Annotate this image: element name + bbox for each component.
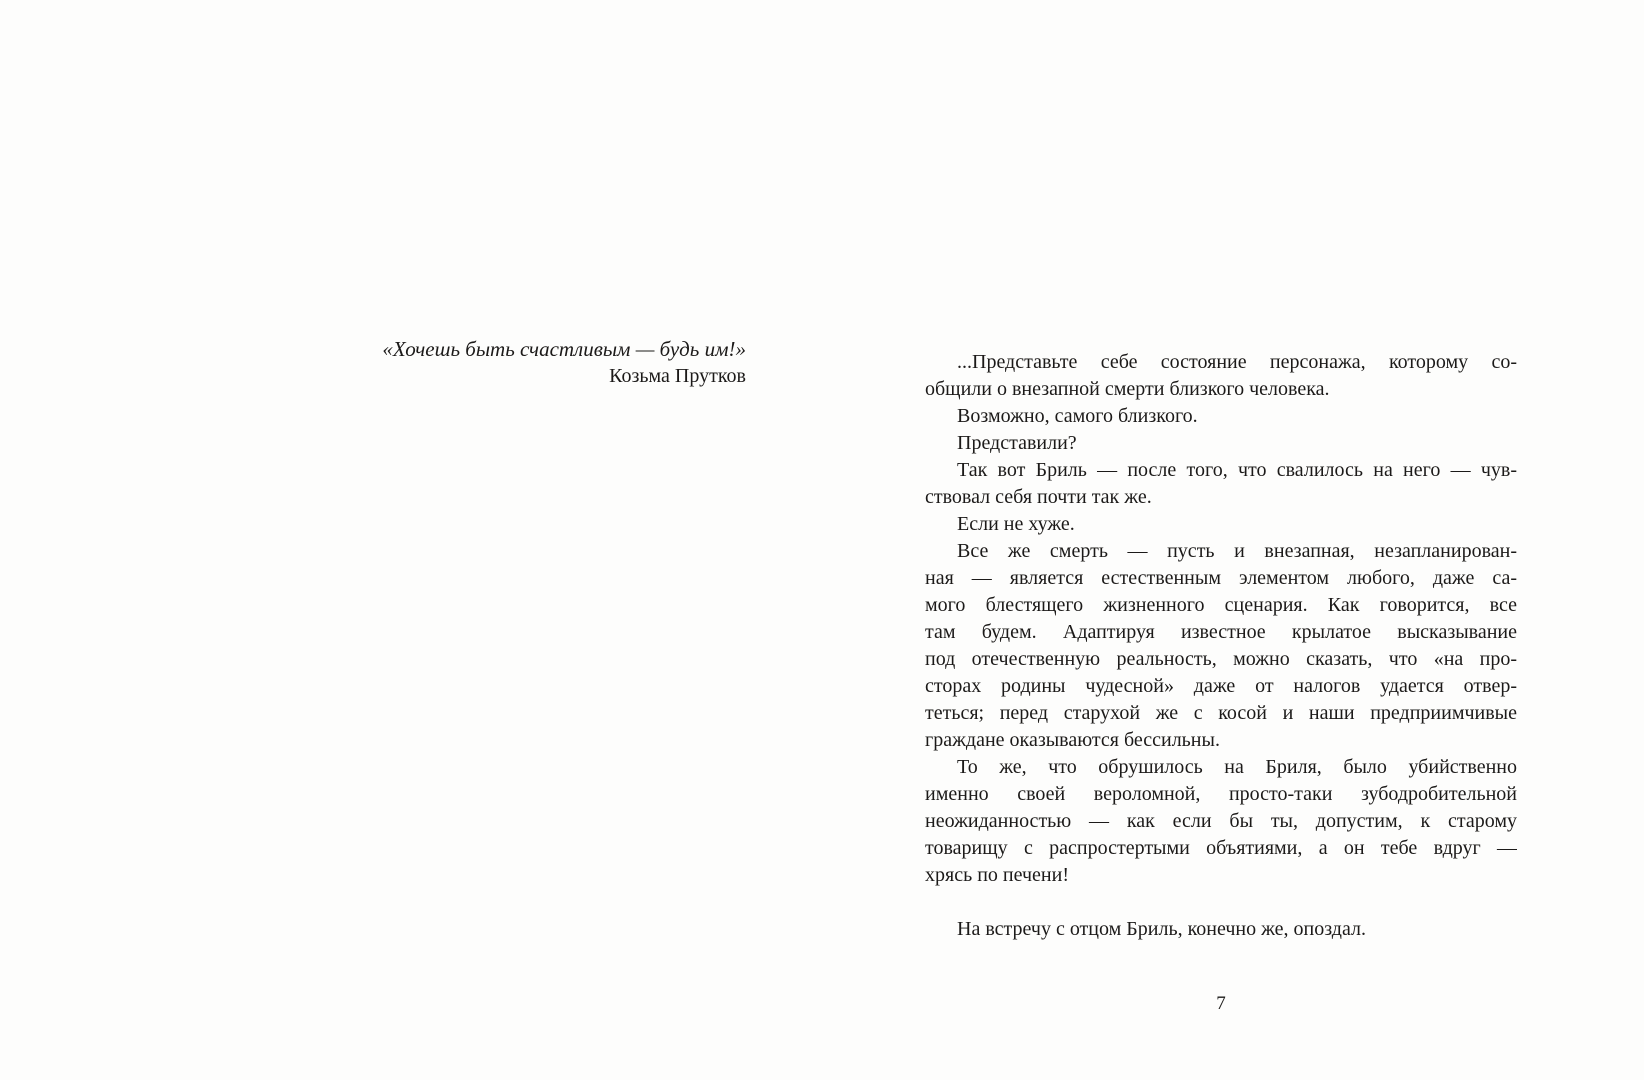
body-line: Если не хуже. <box>957 513 1075 535</box>
body-line: граждане оказываются бессильны. <box>925 729 1220 751</box>
body-line: ствовал себя почти так же. <box>925 486 1152 508</box>
body-line: Все же смерть — пусть и внезапная, незапланирован- <box>957 540 1517 562</box>
body-line: теться; перед старухой же с косой и наши предприимчивые <box>925 702 1517 724</box>
body-line: То же, что обрушилось на Бриля, было убийственно <box>957 756 1517 778</box>
epigraph <box>250 336 746 390</box>
body-line: ная — является естественным элементом любого, даже са- <box>925 567 1517 589</box>
body-line: сторах родины чудесной» даже от налогов удается отвер- <box>925 675 1517 697</box>
body-line: там будем. Адаптируя известное крылатое высказывание <box>925 621 1517 643</box>
body-line: мого блестящего жизненного сценария. Как говорится, все <box>925 594 1517 616</box>
page-number: 7 <box>1216 993 1226 1014</box>
body-line: хрясь по печени! <box>925 864 1069 886</box>
body-line: ...Представьте себе состояние персонажа, которому со- <box>957 351 1517 373</box>
body-line: неожиданностью — как если бы ты, допустим, к старому <box>925 810 1517 832</box>
body-line: общили о внезапной смерти близкого человека. <box>925 378 1330 400</box>
body-line: Представили? <box>957 432 1077 454</box>
body-text <box>925 349 1517 943</box>
body-line: Возможно, самого близкого. <box>957 405 1198 427</box>
body-line: именно своей вероломной, просто-таки зубодробительной <box>925 783 1517 805</box>
body-line: Так вот Бриль — после того, что свалилось на него — чув- <box>957 459 1517 481</box>
body-line: На встречу с отцом Бриль, конечно же, опоздал. <box>957 918 1366 940</box>
epigraph-quote: «Хочешь быть счастливым — будь им!» <box>382 337 746 361</box>
body-line: под отечественную реальность, можно сказать, что «на про- <box>925 648 1517 670</box>
epigraph-attribution: Козьма Прутков <box>609 365 746 387</box>
body-line: товарищу с распростертыми объятиями, а он тебе вдруг — <box>925 837 1517 859</box>
body-line-spacer <box>925 889 1517 916</box>
